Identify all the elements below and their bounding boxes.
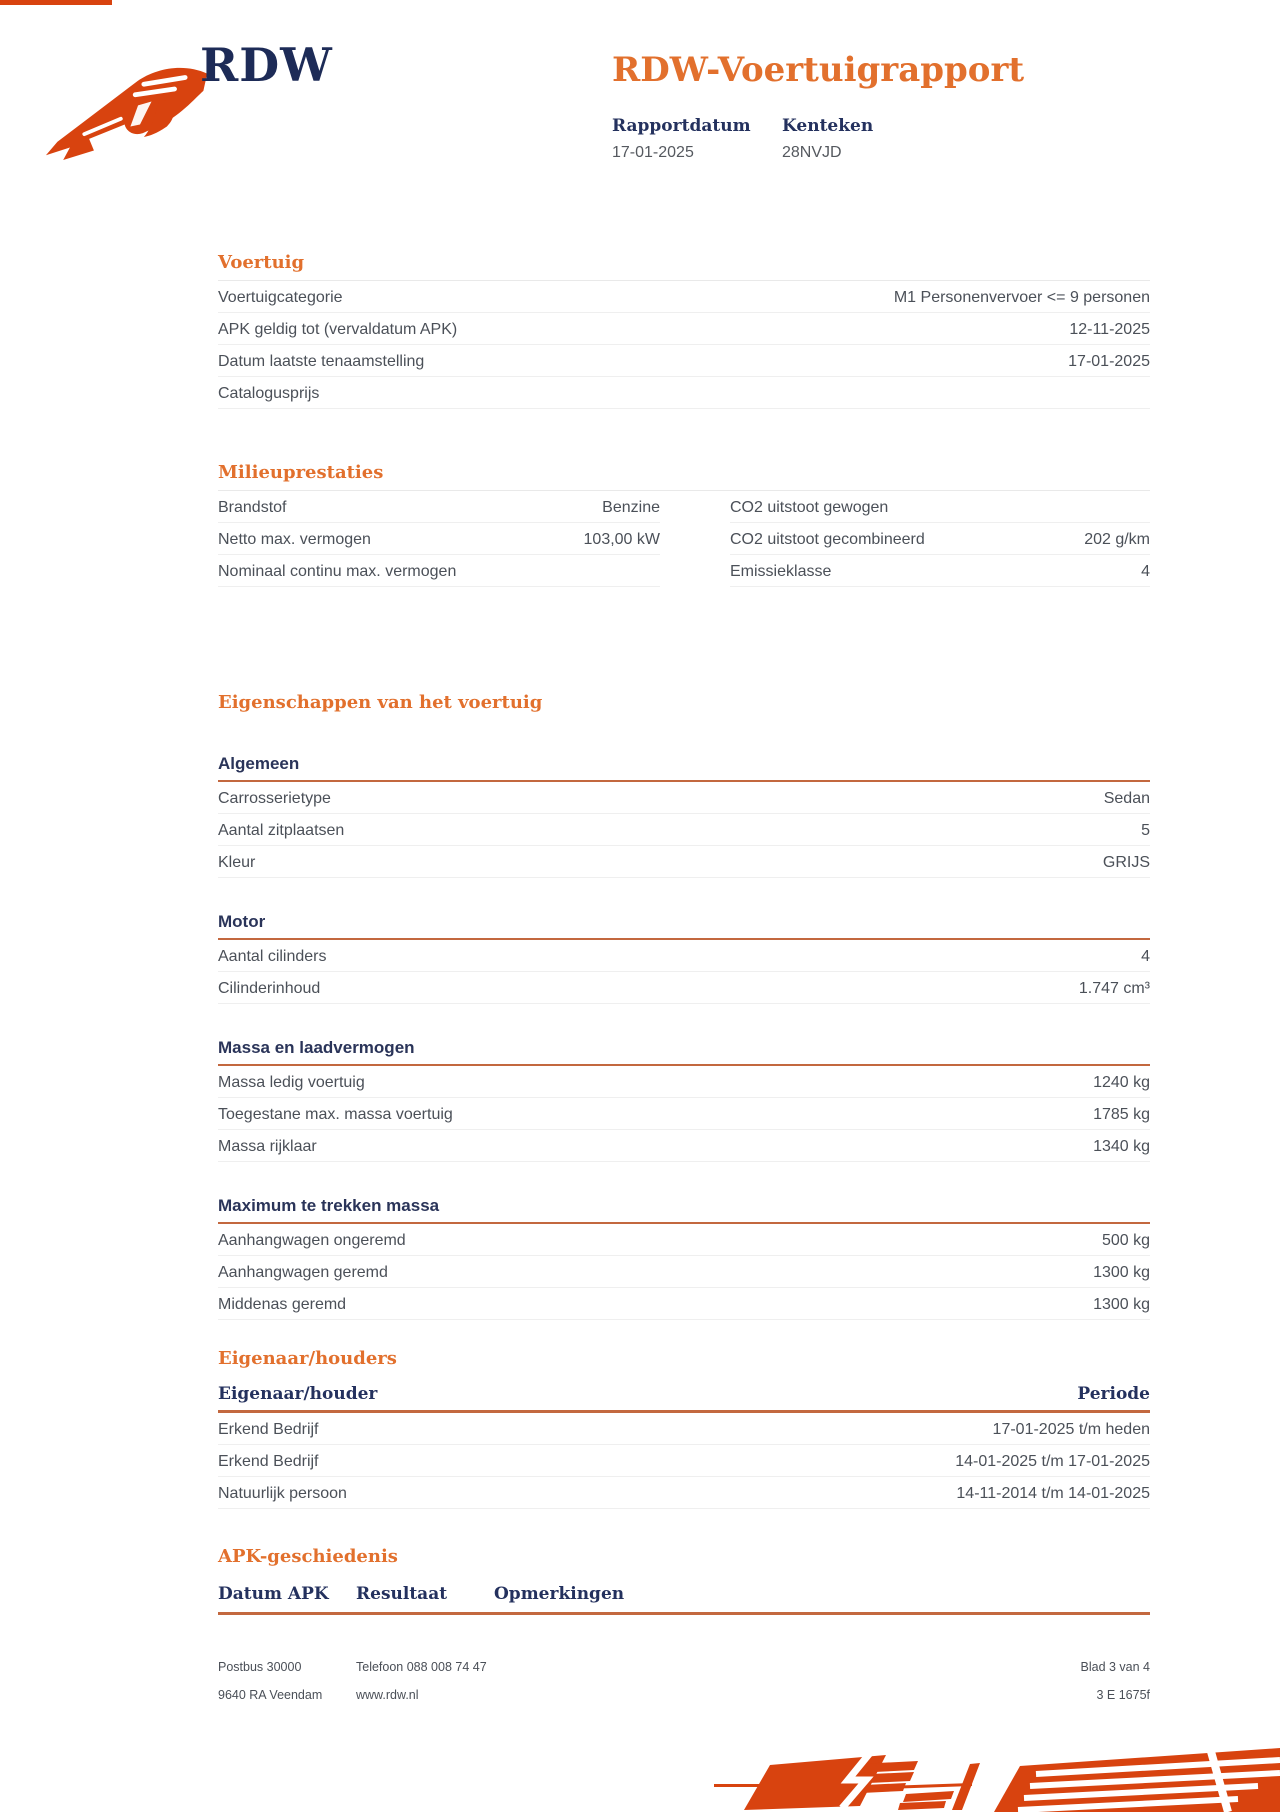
- subsection-massa: [218, 1038, 1150, 1162]
- row-value: Benzine: [602, 499, 660, 516]
- table-row: [218, 523, 660, 555]
- footer-postbus: Postbus 30000: [218, 1660, 302, 1674]
- row-label: Nominaal continu max. vermogen: [218, 563, 457, 580]
- table-row: [218, 1477, 1150, 1509]
- row-value: 17-01-2025: [1068, 353, 1150, 370]
- apk-col-datum: Datum APK: [218, 1584, 329, 1604]
- report-date-label: Rapportdatum: [612, 116, 751, 136]
- row-value: 5: [1141, 822, 1150, 839]
- row-label: Kleur: [218, 854, 256, 871]
- page-edge-orange-strip: [0, 0, 112, 5]
- table-row: [218, 491, 660, 523]
- row-label: Massa ledig voertuig: [218, 1074, 365, 1091]
- section-eigenaar-title: Eigenaar/houders: [218, 1348, 397, 1369]
- algemeen-table: [218, 782, 1150, 878]
- eigenaar-col-period: Periode: [1077, 1384, 1150, 1404]
- license-plate-value: 28NVJD: [782, 144, 842, 161]
- section-milieuprestaties: [218, 462, 1150, 587]
- section-eigenaar: [218, 1348, 1150, 1509]
- report-date-value: 17-01-2025: [612, 144, 694, 161]
- voertuig-table: [218, 281, 1150, 409]
- row-value: 14-01-2025 t/m 17-01-2025: [955, 1453, 1150, 1470]
- section-apk-title: APK-geschiedenis: [218, 1546, 398, 1567]
- row-label: Datum laatste tenaamstelling: [218, 353, 425, 370]
- row-label: Aantal cilinders: [218, 948, 327, 965]
- eigenaar-table: [218, 1413, 1150, 1509]
- row-label: Aanhangwagen geremd: [218, 1264, 388, 1281]
- table-row: [218, 846, 1150, 878]
- report-date-block: [612, 116, 782, 162]
- row-label: Erkend Bedrijf: [218, 1421, 319, 1438]
- row-label: Catalogusprijs: [218, 385, 320, 402]
- row-value: 14-11-2014 t/m 14-01-2025: [956, 1485, 1150, 1502]
- rdw-logo-wordmark: RDW: [200, 38, 333, 92]
- milieu-left-table: [218, 491, 660, 587]
- table-row: [218, 313, 1150, 345]
- table-row: [218, 1130, 1150, 1162]
- footer-phone: Telefoon 088 008 74 47: [356, 1660, 487, 1674]
- section-eigenschappen-title: Eigenschappen van het voertuig: [218, 692, 543, 713]
- row-label: Carrosserietype: [218, 790, 331, 807]
- row-label: Natuurlijk persoon: [218, 1485, 347, 1502]
- apk-col-resultaat: Resultaat: [356, 1584, 448, 1604]
- footer-page-number: Blad 3 van 4: [1080, 1660, 1150, 1674]
- rdw-wing-graphic: [618, 1740, 1280, 1812]
- section-milieuprestaties-title: Milieuprestaties: [218, 462, 1150, 491]
- row-value: GRIJS: [1102, 854, 1150, 871]
- row-value: 1300 kg: [1093, 1296, 1150, 1313]
- row-label: Emissieklasse: [730, 563, 832, 580]
- row-label: Erkend Bedrijf: [218, 1453, 319, 1470]
- row-value: 4: [1141, 948, 1150, 965]
- table-row: [218, 814, 1150, 846]
- table-row: [218, 1256, 1150, 1288]
- subsection-motor: [218, 912, 1150, 1004]
- eigenaar-table-header: [218, 1384, 1150, 1413]
- subsection-trekken: [218, 1196, 1150, 1320]
- row-value: Sedan: [1103, 790, 1150, 807]
- row-label: Voertuigcategorie: [218, 289, 343, 306]
- motor-table: [218, 940, 1150, 1004]
- row-label: Brandstof: [218, 499, 287, 516]
- subsection-algemeen-title: Algemeen: [218, 754, 1150, 782]
- footer-website: www.rdw.nl: [356, 1688, 419, 1702]
- subsection-algemeen: [218, 754, 1150, 878]
- table-row: [218, 940, 1150, 972]
- subsection-trekken-title: Maximum te trekken massa: [218, 1196, 1150, 1224]
- rdw-logo-feather-icon: [44, 64, 212, 162]
- row-label: APK geldig tot (vervaldatum APK): [218, 321, 458, 338]
- table-row: [730, 555, 1150, 587]
- license-plate-block: [782, 116, 952, 162]
- row-label: Aantal zitplaatsen: [218, 822, 345, 839]
- table-row: [218, 555, 660, 587]
- table-row: [218, 1098, 1150, 1130]
- row-label: Cilinderinhoud: [218, 980, 321, 997]
- footer-row-2: [218, 1688, 1150, 1702]
- section-voertuig: [218, 252, 1150, 409]
- table-row: [218, 1066, 1150, 1098]
- row-label: CO2 uitstoot gewogen: [730, 499, 889, 516]
- table-row: [218, 972, 1150, 1004]
- table-row: [218, 782, 1150, 814]
- row-value: 12-11-2025: [1069, 321, 1150, 338]
- milieu-right-table: [730, 491, 1150, 587]
- footer-city: 9640 RA Veendam: [218, 1688, 323, 1702]
- table-row: [218, 1224, 1150, 1256]
- apk-col-opmerkingen: Opmerkingen: [494, 1584, 625, 1604]
- row-value: 17-01-2025 t/m heden: [992, 1421, 1150, 1438]
- footer-row-1: [218, 1660, 1150, 1674]
- table-row: [730, 491, 1150, 523]
- row-value: 1.747 cm³: [1078, 980, 1150, 997]
- footer-doc-code: 3 E 1675f: [1096, 1688, 1150, 1702]
- massa-table: [218, 1066, 1150, 1162]
- table-row: [218, 1413, 1150, 1445]
- row-label: Toegestane max. massa voertuig: [218, 1106, 453, 1123]
- row-value: 4: [1141, 563, 1150, 580]
- table-row: [218, 1288, 1150, 1320]
- row-value: 202 g/km: [1084, 531, 1150, 548]
- row-label: Middenas geremd: [218, 1296, 347, 1313]
- subsection-massa-title: Massa en laadvermogen: [218, 1038, 1150, 1066]
- apk-table-header: [218, 1584, 1150, 1615]
- subsection-motor-title: Motor: [218, 912, 1150, 940]
- table-row: [218, 377, 1150, 409]
- trekken-table: [218, 1224, 1150, 1320]
- milieu-columns: [218, 491, 1150, 587]
- row-label: CO2 uitstoot gecombineerd: [730, 531, 925, 548]
- row-value: 1300 kg: [1093, 1264, 1150, 1281]
- section-apk: [218, 1546, 1150, 1615]
- row-value: M1 Personenvervoer <= 9 personen: [893, 289, 1150, 306]
- row-value: 500 kg: [1101, 1232, 1150, 1249]
- table-row: [218, 1445, 1150, 1477]
- section-eigenschappen: [218, 692, 1150, 1320]
- table-row: [218, 281, 1150, 313]
- row-value: 103,00 kW: [583, 531, 660, 548]
- table-row: [218, 345, 1150, 377]
- row-label: Aanhangwagen ongeremd: [218, 1232, 406, 1249]
- row-value: 1785 kg: [1093, 1106, 1150, 1123]
- page-title: RDW-Voertuigrapport: [612, 50, 1025, 90]
- eigenaar-col-owner: Eigenaar/houder: [218, 1384, 378, 1404]
- section-voertuig-title: Voertuig: [218, 252, 1150, 281]
- table-row: [730, 523, 1150, 555]
- row-label: Massa rijklaar: [218, 1138, 317, 1155]
- row-value: 1240 kg: [1093, 1074, 1150, 1091]
- row-value: 1340 kg: [1093, 1138, 1150, 1155]
- page-footer: [218, 1660, 1150, 1702]
- report-meta: [612, 116, 952, 162]
- row-label: Netto max. vermogen: [218, 531, 371, 548]
- license-plate-label: Kenteken: [782, 116, 874, 136]
